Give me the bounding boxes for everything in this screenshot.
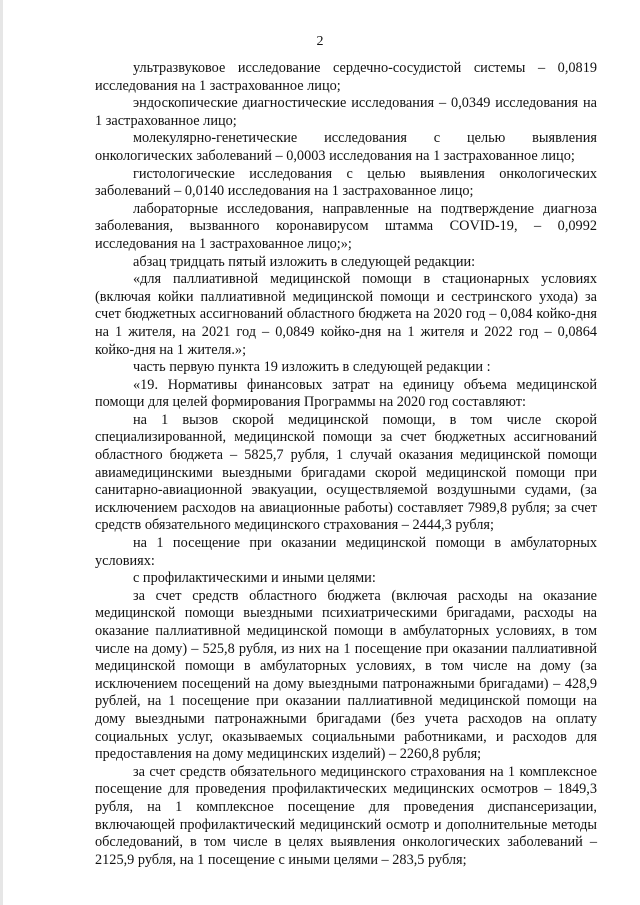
- paragraph: с профилактическими и иными целями:: [133, 570, 376, 587]
- paragraph: лабораторные исследования, направленные на подтверждение диагноза заболевания, вызванного коронавирусом штамма COVID-19, – 0,0992 исследования на 1 застрахованное лицо;»;: [95, 200, 597, 252]
- paragraph: на 1 вызов скорой медицинской помощи, в том числе скорой специализированной, медицинской помощи за счет бюджетных ассигнований областного бюджета – 5825,7 рубля, 1 случай оказания медицинской помощи авиамедицинскими выездными бригадами скорой медицинской помощи при санитарно-авиационной эвакуации, осуществляемой воздушными судами, (за исключением расходов на авиационные работы) составляет 7989,8 рубля; за счет средств обязательного медицинского страхования – 2444,3 рубля;: [95, 411, 597, 534]
- paragraph: ультразвуковое исследование сердечно-сосудистой системы – 0,0819 исследования на 1 застрахованное лицо;: [95, 60, 597, 94]
- page-number: 2: [316, 34, 324, 49]
- paragraph: эндоскопические диагностические исследования – 0,0349 исследования на 1 застрахованное лицо;: [95, 95, 597, 129]
- paragraph: «19. Нормативы финансовых затрат на единицу объема медицинской помощи для целей формирования Программы на 2020 год составляют:: [95, 376, 597, 411]
- paragraph: гистологические исследования с целью выявления онкологических заболеваний – 0,0140 исследования на 1 застрахованное лицо;: [95, 165, 597, 200]
- paragraph: молекулярно-генетические исследования с целью выявления онкологических заболеваний – 0,0003 исследования на 1 застрахованное лицо;: [95, 130, 597, 164]
- paragraph: абзац тридцать пятый изложить в следующей редакции:: [133, 253, 476, 270]
- paragraph: за счет средств обязательного медицинского страхования на 1 комплексное посещение для проведения профилактических медицинских осмотров – 1849,3 рубля, на 1 комплексное посещение для проведения диспансеризации, включающей профилактический медицинский осмотр и дополнительные методы обследований, в том числе в целях выявления онкологических заболеваний – 2125,9 рубля, на 1 посещение с иными целями – 283,5 рубля;: [95, 763, 597, 868]
- paragraph: часть первую пункта 19 изложить в следующей редакции :: [133, 359, 491, 376]
- paragraph: «для паллиативной медицинской помощи в стационарных условиях (включая койки паллиативной медицинской помощи и сестринского ухода) за счет бюджетных ассигнований областного бюджета на 2020 год – 0,084 койко-дня на 1 жителя, на 2021 год – 0,0849 койко-дня на 1 жителя и 2022 год – 0,0864 койко-дня на 1 жителя.»;: [95, 271, 597, 358]
- paragraph: за счет средств областного бюджета (включая расходы на оказание медицинской помощи выездными психиатрическими бригадами, расходы на оказание паллиативной медицинской помощи в амбулаторных условиях, в том числе на дому) – 525,8 рубля, из них на 1 посещение при оказании паллиативной медицинской помощи в амбулаторных условиях, в том числе на дому (за исключением посещений на дому выездными патронажными бригадами) – 428,9 рублей, на 1 посещение при оказании паллиативной медицинской помощи на дому выездными патронажными бригадами (без учета расходов на оплату социальных услуг, оказываемых социальными работниками, и расходов для предоставления на дому медицинских изделий) – 2260,8 рубля;: [95, 587, 597, 763]
- document-body: [95, 60, 597, 869]
- paragraph: на 1 посещение при оказании медицинской помощи в амбулаторных условиях:: [95, 535, 597, 569]
